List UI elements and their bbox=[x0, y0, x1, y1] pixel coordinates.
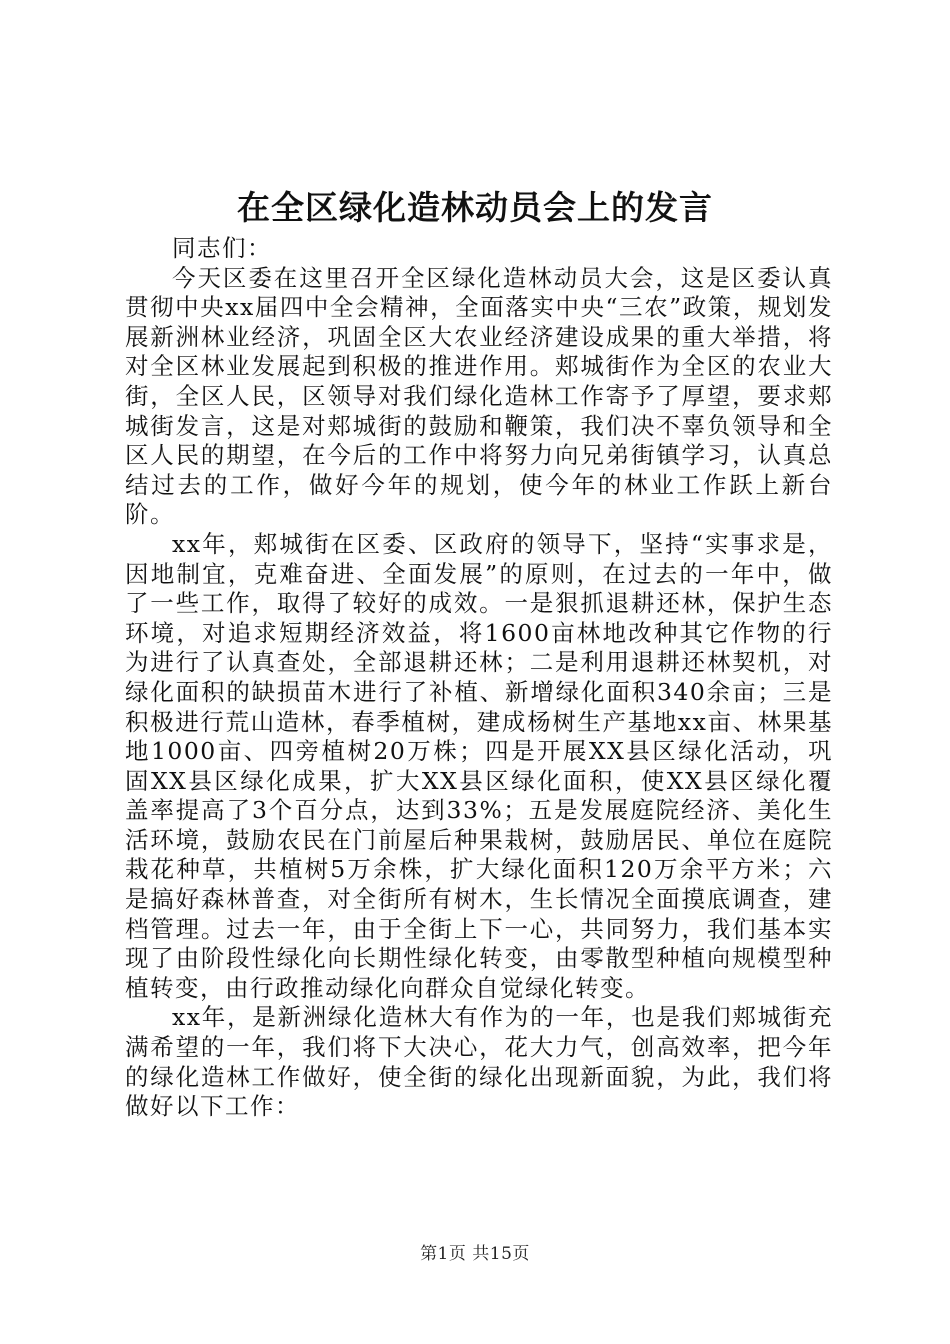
salutation: 同志们： bbox=[172, 234, 272, 262]
paragraph-1: 今天区委在这里召开全区绿化造林动员大会，这是区委认真贯彻中央xx届四中全会精神，全面落实中央“三农”政策，规划发展新洲林业经济，巩固全区大农业经济建设成果的重大举措，将对全区林业发展起到积极的推进作用。郏城街作为全区的农业大街，全区人民，区领导对我们绿化造林工作寄予了厚望，要求郏城街发言，这是对郏城街的鼓励和鞭策，我们决不辜负领导和全区人民的期望，在今后的工作中将努力向兄弟街镇学习，认真总结过去的工作，做好今年的规划，使今年的林业工作跃上新台阶。 bbox=[125, 263, 833, 529]
document-title: 在全区绿化造林动员会上的发言 bbox=[237, 188, 713, 227]
document-body bbox=[125, 234, 833, 1122]
paragraph-2: xx年，郏城街在区委、区政府的领导下，坚持“实事求是，因地制宜，克难奋进、全面发展”的原则，在过去的一年中，做了一些工作，取得了较好的成效。一是狠抓退耕还林，保护生态环境，对追求短期经济效益，将1600亩林地改种其它作物的行为进行了认真查处，全部退耕还林；二是利用退耕还林契机，对绿化面积的缺损苗木进行了补植、新增绿化面积340余亩；三是积极进行荒山造林，春季植树，建成杨树生产基地xx亩、林果基地1000亩、四旁植树20万株；四是开展XX县区绿化活动，巩固XX县区绿化成果，扩大XX县区绿化面积，使XX县区绿化覆盖率提高了3个百分点，达到33%；五是发展庭院经济、美化生活环境，鼓励农民在门前屋后种果栽树，鼓励居民、单位在庭院栽花种草，共植树5万余株，扩大绿化面积120万余平方米；六是搞好森林普查，对全街所有树木，生长情况全面摸底调查，建档管理。过去一年，由于全街上下一心，共同努力，我们基本实现了由阶段性绿化向长期性绿化转变，由零散型种植向规模型种植转变，由行政推动绿化向群众自觉绿化转变。 bbox=[125, 529, 833, 1002]
page-footer: 第1页 共15页 bbox=[420, 1244, 530, 1264]
paragraph-3: xx年，是新洲绿化造林大有作为的一年，也是我们郏城街充满希望的一年，我们将下大决心，花大力气，创高效率，把今年的绿化造林工作做好，使全街的绿化出现新面貌，为此，我们将做好以下工作： bbox=[125, 1003, 833, 1121]
